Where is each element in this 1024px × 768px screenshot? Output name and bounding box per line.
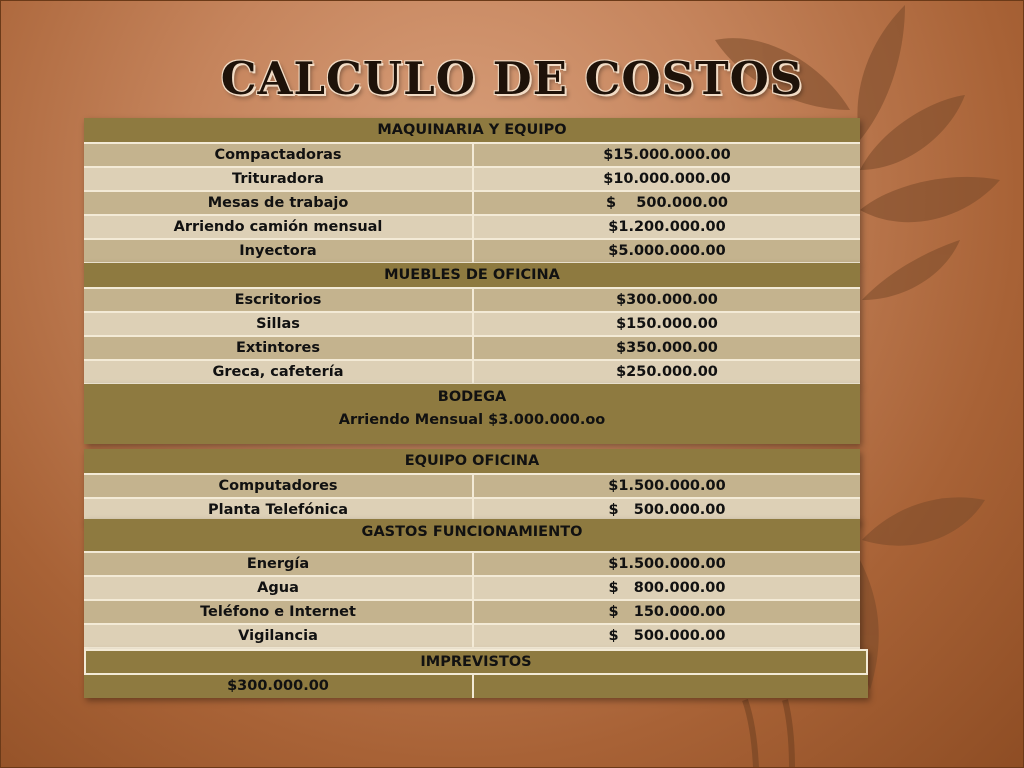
section-header: IMPREVISTOS (84, 649, 868, 675)
item-name: Agua (84, 577, 474, 599)
item-cost: $350.000.00 (474, 337, 860, 359)
table-row (84, 216, 860, 240)
item-cost: $150.000.00 (474, 313, 860, 335)
empty-cell (474, 675, 868, 698)
table-gastos (84, 519, 860, 649)
section-header: GASTOS FUNCIONAMIENTO (84, 519, 860, 553)
item-name: Mesas de trabajo (84, 192, 474, 214)
table-row (84, 289, 860, 313)
item-cost: $300.000.00 (474, 289, 860, 311)
imprevistos-value: $300.000.00 (84, 675, 474, 698)
item-name: Sillas (84, 313, 474, 335)
page-title: CALCULO DE COSTOS (220, 52, 804, 105)
table-row (84, 625, 860, 649)
section-header: MAQUINARIA Y EQUIPO (84, 118, 860, 144)
item-name: Escritorios (84, 289, 474, 311)
table-muebles (84, 263, 860, 385)
bodega-block (84, 384, 860, 444)
item-cost: $10.000.000.00 (474, 168, 860, 190)
item-name: Arriendo camión mensual (84, 216, 474, 238)
item-name: Trituradora (84, 168, 474, 190)
item-name: Extintores (84, 337, 474, 359)
item-name: Planta Telefónica (84, 499, 474, 521)
table-row (84, 313, 860, 337)
item-cost: $15.000.000.00 (474, 144, 860, 166)
table-row (84, 144, 860, 168)
section-header: EQUIPO OFICINA (84, 449, 860, 475)
section-header: MUEBLES DE OFICINA (84, 263, 860, 289)
item-cost: $250.000.00 (474, 361, 860, 383)
table-row (84, 168, 860, 192)
table-row (84, 577, 860, 601)
table-row (84, 192, 860, 216)
item-name: Inyectora (84, 240, 474, 262)
table-bodega (84, 384, 860, 444)
table-row (84, 675, 868, 698)
item-name: Computadores (84, 475, 474, 497)
item-cost: $ 500.000.00 (474, 499, 860, 521)
item-cost: $5.000.000.00 (474, 240, 860, 262)
table-row (84, 337, 860, 361)
item-cost: $1.500.000.00 (474, 553, 860, 575)
item-cost: $ 500.000.00 (474, 192, 860, 214)
item-cost: $ 800.000.00 (474, 577, 860, 599)
table-row (84, 553, 860, 577)
item-name: Compactadoras (84, 144, 474, 166)
item-cost: $1.500.000.00 (474, 475, 860, 497)
table-row (84, 361, 860, 385)
item-name: Vigilancia (84, 625, 474, 647)
item-cost: $ 500.000.00 (474, 625, 860, 647)
table-row (84, 601, 860, 625)
item-name: Teléfono e Internet (84, 601, 474, 623)
bodega-detail: Arriendo Mensual $3.000.000.oo (338, 412, 606, 428)
item-name: Energía (84, 553, 474, 575)
table-row (84, 475, 860, 499)
bodega-header: BODEGA (437, 389, 507, 405)
item-name: Greca, cafetería (84, 361, 474, 383)
table-imprevistos (84, 649, 868, 698)
item-cost: $ 150.000.00 (474, 601, 860, 623)
table-maquinaria (84, 118, 860, 264)
table-equipo-oficina (84, 449, 860, 523)
item-cost: $1.200.000.00 (474, 216, 860, 238)
table-row (84, 240, 860, 264)
